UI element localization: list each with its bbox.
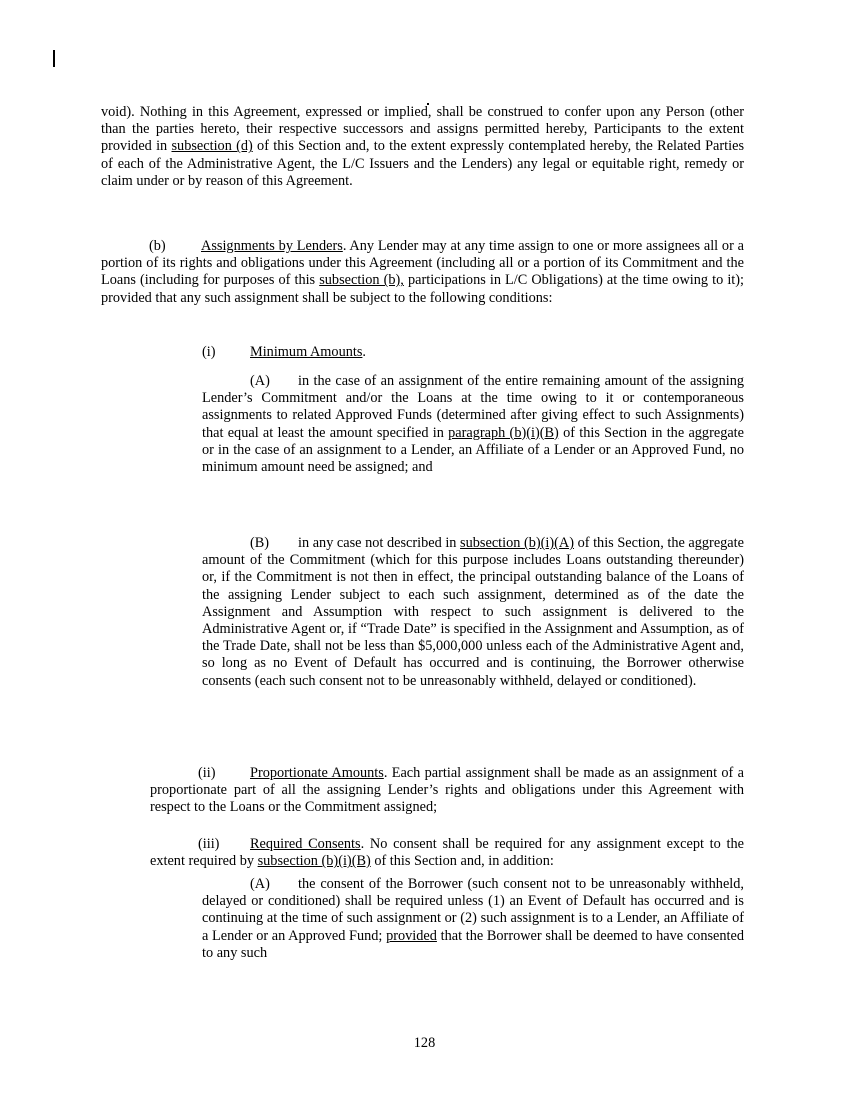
paragraph-ii-proportionate-amounts [150, 765, 744, 817]
section-heading: Assignments by Lenders [201, 238, 343, 254]
paragraph-i-minimum-amounts [202, 344, 744, 361]
section-heading: Minimum Amounts [250, 344, 363, 360]
paragraph-i-A [202, 373, 744, 476]
paragraph-text: of this Section and, in addition: [370, 853, 554, 870]
text-cursor-bar [53, 50, 55, 67]
paragraph-text: that the Borrower shall be deemed to have consented to any such [202, 927, 744, 961]
paragraph-text: . Each partial assignment shall be made as an assignment of a proportionate part of all the assigning Lender’s rights and obligations under this Agreement with respect to the Loans or the Commitment assigned; [150, 765, 744, 816]
paragraph-text: void). Nothing in this Agreement, expressed or implied, shall be construed to confer upon any Person (other than the parties hereto, their respective successors and assigns permitted hereby, Participants to the extent provided in [101, 104, 744, 155]
cross-reference: subsection (b)(i)(B) [257, 853, 371, 870]
paragraph-i-B [202, 535, 744, 690]
section-heading: Proportionate Amounts [250, 765, 384, 781]
paragraph-void-continuation [101, 104, 744, 190]
section-marker: (i) [202, 344, 216, 360]
paragraph-text: . No consent shall be required for any assignment except to the extent required by [150, 836, 744, 870]
paragraph-text: of this Section and, to the extent expressly contemplated hereby, the Related Parties of each of the Administrative Agent, the L/C Issuers and the Lenders) any legal or equitable right, remedy or claim under or by reason of this Agreement. [101, 138, 745, 189]
section-marker: (B) [250, 535, 270, 551]
cross-reference: subsection (b), [319, 272, 404, 289]
section-marker: (A) [250, 876, 270, 892]
paragraph-iii-required-consents [150, 836, 744, 870]
paragraph-text: the consent of the Borrower (such consent not to be unreasonably withheld, delayed or conditioned) shall be required unless (1) an Event of Default has occurred and is continuing at the time of such assignment or (2) such assignment is to a Lender, an Affiliate of a Lender or an Approved Fund; [202, 876, 744, 944]
paragraph-text: . [362, 344, 366, 360]
section-marker: (A) [250, 373, 270, 389]
page-number: 128 [413, 1035, 436, 1051]
cross-reference: subsection (d) [171, 138, 253, 155]
paragraph-text: in the case of an assignment of the entire remaining amount of the assigning Lender’s Commitment and/or the Loans at the time owing to it or contemporaneous assignments to related Approved Funds (determined after giving effect to such Assignments) that equal at least the amount specified in [202, 373, 744, 441]
section-marker: (iii) [198, 836, 220, 852]
section-heading: Required Consents [250, 836, 361, 852]
section-marker: (b) [149, 238, 166, 254]
paragraph-text: of this Section in the aggregate or in the case of an assignment to a Lender, an Affiliate of a Lender or an Approved Fund, no minimum amount need be assigned; and [202, 424, 745, 476]
paragraph-b-assignments [101, 238, 744, 307]
paragraph-text: . Any Lender may at any time assign to one or more assignees all or a portion of its rights and obligations under this Agreement (including all or a portion of its Commitment and the Loans (including for purposes of this [101, 238, 744, 289]
paragraph-text: in any case not described in [298, 535, 461, 551]
defined-term: provided [386, 927, 437, 944]
paragraph-iii-A [202, 876, 744, 962]
paragraph-text: of this Section, the aggregate amount of the Commitment (which for this purpose includes Loans outstanding thereunder) or, if the Commitment is not then in effect, the principal outstanding balance of the Loans of the assigning Lender subject to each such assignment, determined as of the date the Assignment and Assumption with respect to such assignment is delivered to the Administrative Agent or, if “Trade Date” is specified in the Assignment and Assumption, as of the Trade Date, shall not be less than $5,000,000 unless each of the Administrative Agent and, so long as no Event of Default has occurred and is continuing, the Borrower otherwise consents (each such consent not to be unreasonably withheld, delayed or conditioned). [202, 535, 744, 689]
cross-reference: paragraph (b)(i)(B) [448, 424, 559, 441]
section-marker: (ii) [198, 765, 216, 781]
paragraph-text: participations in L/C Obligations) at the time owing to it); provided that any such assignment shall be subject to the following conditions: [101, 272, 744, 306]
cross-reference: subsection (b)(i)(A) [460, 535, 574, 551]
